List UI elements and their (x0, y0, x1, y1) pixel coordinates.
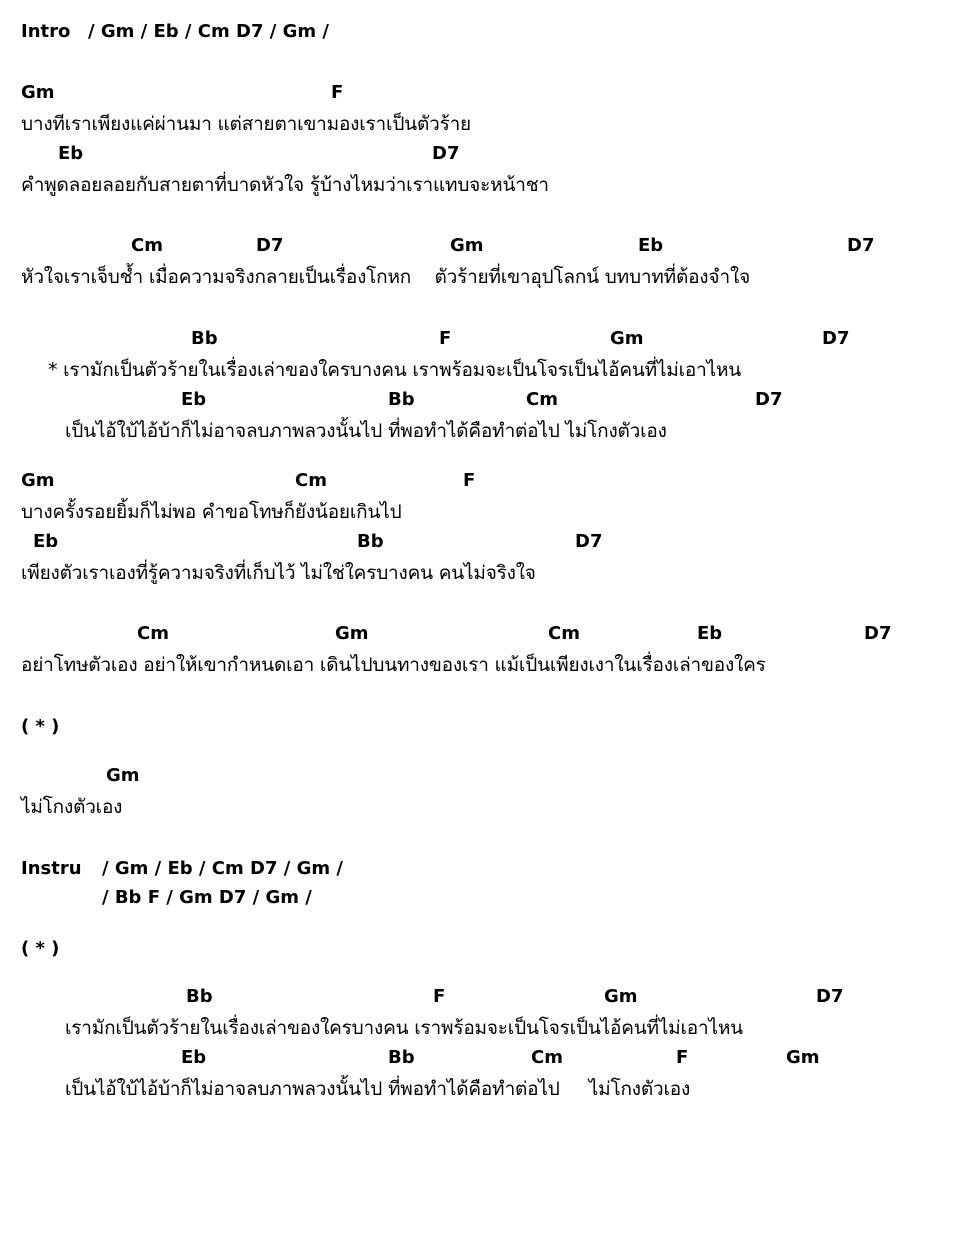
chord: Gm (610, 328, 644, 349)
lyric-text: บางครั้งรอยยิ้มก็ไม่พอ คำขอโทษก็ยังน้อยเกินไป (21, 501, 402, 523)
chord: D7 (755, 389, 783, 410)
chord: Gm (335, 623, 369, 644)
chord: F (331, 82, 344, 103)
chorus-repeat-marker: ( * ) (21, 716, 60, 737)
lyric-text: อย่าโทษตัวเอง อย่าให้เขากำหนดเอา เดินไปบนทางของเรา แม้เป็นเพียงเงาในเรื่องเล่าของใคร (21, 654, 766, 676)
lyric-text: คำพูดลอยลอยกับสายตาที่บาดหัวใจ รู้บ้างไหมว่าเราแทบจะหน้าชา (21, 174, 549, 196)
chord: D7 (256, 235, 284, 256)
chord: D7 (575, 531, 603, 552)
chord: D7 (816, 986, 844, 1007)
chord-line (0, 77, 960, 109)
chord: F (433, 986, 446, 1007)
lyric-text: เป็นไอ้ใบ้ไอ้บ้าก็ไม่อาจลบภาพลวงนั้นไป ที่พอทำได้คือทำต่อไป ไม่โกงตัวเอง (65, 420, 667, 442)
chord-line (0, 230, 960, 262)
chord-line (0, 526, 960, 558)
repeat-marker-line (0, 711, 960, 743)
lyric-line (0, 1012, 960, 1044)
chord-line (0, 384, 960, 416)
chorus-repeat-marker: ( * ) (21, 938, 60, 959)
instrumental-line (0, 882, 960, 914)
lyric-text: เพียงตัวเราเองที่รู้ความจริงที่เก็บไว้ ไม่ใช่ใครบางคน คนไม่จริงใจ (21, 562, 536, 584)
chord: D7 (432, 143, 460, 164)
chord: Cm (295, 470, 327, 491)
chord: Bb (191, 328, 218, 349)
chord: Eb (58, 143, 84, 164)
intro-chord-sequence: / Gm / Eb / Cm D7 / Gm / (88, 21, 329, 42)
lyric-line (0, 261, 960, 293)
lyric-line (0, 108, 960, 140)
chord: Gm (21, 82, 55, 103)
chord: Eb (697, 623, 723, 644)
intro-line (0, 16, 960, 48)
intro-label: Intro (21, 21, 71, 42)
chord: D7 (847, 235, 875, 256)
lyric-text: เป็นไอ้ใบ้ไอ้บ้าก็ไม่อาจลบภาพลวงนั้นไป ที่พอทำได้คือทำต่อไป ไม่โกงตัวเอง (65, 1078, 691, 1100)
instrumental-sequence: / Bb F / Gm D7 / Gm / (102, 887, 312, 908)
repeat-marker-line (0, 933, 960, 965)
lyric-line (0, 557, 960, 589)
instrumental-sequence: / Gm / Eb / Cm D7 / Gm / (102, 858, 343, 879)
lyric-text: หัวใจเราเจ็บช้ำ เมื่อความจริงกลายเป็นเรื่องโกหก ตัวร้ายที่เขาอุปโลกน์ บทบาทที่ต้องจำใจ (21, 266, 750, 288)
chord: Gm (21, 470, 55, 491)
chord: Eb (181, 389, 207, 410)
chord-line (0, 618, 960, 650)
chord: D7 (822, 328, 850, 349)
lyric-text: บางทีเราเพียงแค่ผ่านมา แต่สายตาเขามองเราเป็นตัวร้าย (21, 113, 471, 135)
chord: Bb (388, 389, 415, 410)
chord: D7 (864, 623, 892, 644)
lyric-line (0, 169, 960, 201)
chord: Cm (131, 235, 163, 256)
chord-line (0, 465, 960, 497)
instrumental-line (0, 853, 960, 885)
chord: Cm (137, 623, 169, 644)
chord: F (463, 470, 476, 491)
chord: Gm (786, 1047, 820, 1068)
chord: Gm (450, 235, 484, 256)
lyric-line (0, 649, 960, 681)
chord-line (0, 138, 960, 170)
lyric-line (0, 791, 960, 823)
lyric-text: เรามักเป็นตัวร้ายในเรื่องเล่าของใครบางคน เราพร้อมจะเป็นโจรเป็นไอ้คนที่ไม่เอาไหน (65, 1017, 743, 1039)
chord: Gm (106, 765, 140, 786)
lyric-line (0, 415, 960, 447)
chord: Cm (526, 389, 558, 410)
chord: Gm (604, 986, 638, 1007)
chord-line (0, 981, 960, 1013)
chord: Eb (638, 235, 664, 256)
chord: Bb (388, 1047, 415, 1068)
instrumental-label: Instru (21, 858, 82, 879)
chord-line (0, 323, 960, 355)
chord-line (0, 760, 960, 792)
lyric-line (0, 1073, 960, 1105)
chord: Bb (357, 531, 384, 552)
chord: Cm (531, 1047, 563, 1068)
lyric-line (0, 496, 960, 528)
chord: F (439, 328, 452, 349)
lyric-text: * เรามักเป็นตัวร้ายในเรื่องเล่าของใครบางคน เราพร้อมจะเป็นโจรเป็นไอ้คนที่ไม่เอาไหน (48, 359, 742, 381)
chord-line (0, 1042, 960, 1074)
chord: Eb (181, 1047, 207, 1068)
chord: Bb (186, 986, 213, 1007)
lyric-line (0, 354, 960, 386)
chord: Cm (548, 623, 580, 644)
lyric-text: ไม่โกงตัวเอง (21, 796, 123, 818)
chord: Eb (33, 531, 59, 552)
chord: F (676, 1047, 689, 1068)
